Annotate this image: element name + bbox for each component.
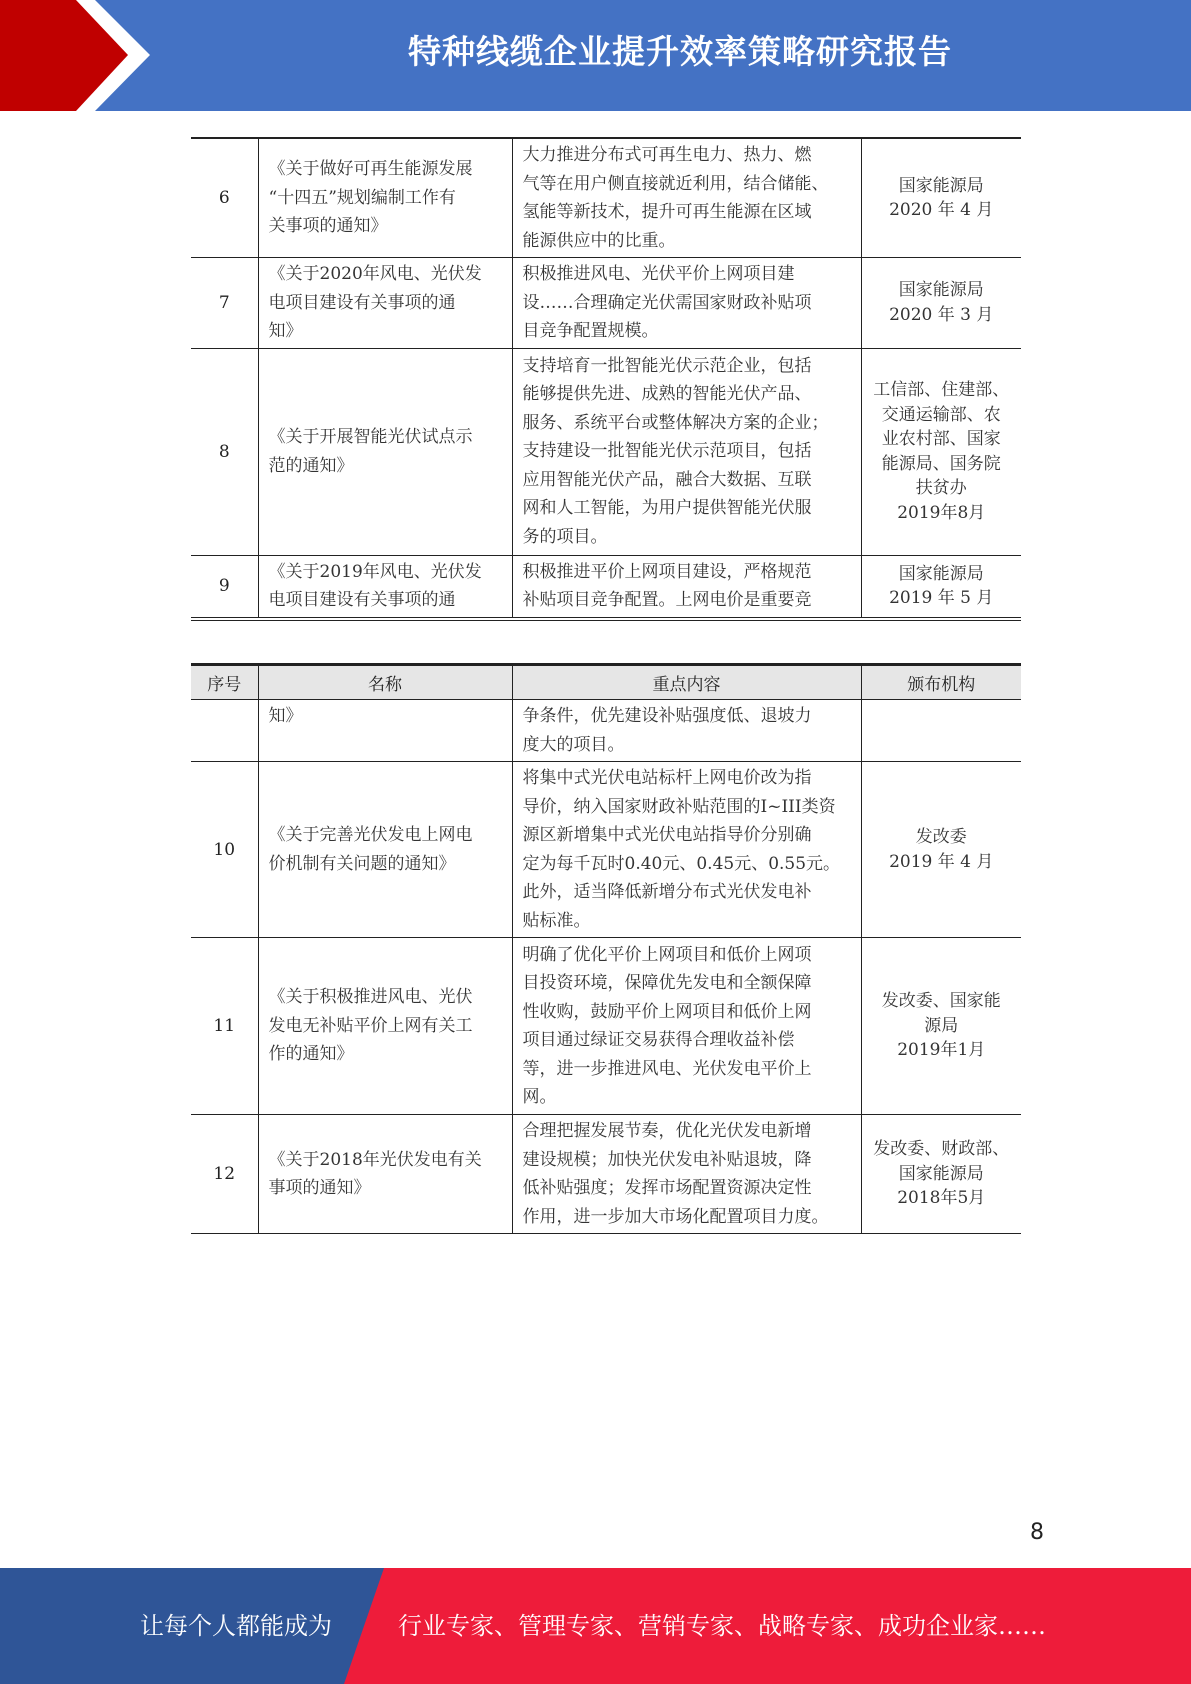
issuing-authority: 发改委、财政部、 国家能源局 2018年5月	[861, 1115, 1021, 1234]
row-number: 7	[191, 258, 258, 349]
row-number: 11	[191, 938, 258, 1115]
report-title: 特种线缆企业提升效率策略研究报告	[408, 32, 952, 71]
policy-name: 知》	[258, 700, 512, 762]
policy-name: 《关于2020年风电、光伏发 电项目建设有关事项的通 知》	[258, 258, 512, 349]
issuing-authority: 发改委 2019 年 4 月	[861, 762, 1021, 938]
column-header-content: 重点内容	[512, 665, 861, 700]
issuing-authority: 国家能源局 2020 年 3 月	[861, 258, 1021, 349]
policy-content: 支持培育一批智能光伏示范企业，包括 能够提供先进、成熟的智能光伏产品、 服务、系统平台或整体解决方案的企业； 支持建设一批智能光伏示范项目，包括 应用智能光伏产品，融合大数据、互联 网和人工智能，为用户提供智能光伏服 务的项目。	[512, 348, 861, 555]
table-row	[191, 762, 1021, 938]
issuing-authority	[861, 700, 1021, 762]
table-row	[191, 1115, 1021, 1234]
policy-content: 大力推进分布式可再生电力、热力、燃 气等在用户侧直接就近利用，结合储能、 氢能等新技术，提升可再生能源在区域 能源供应中的比重。	[512, 138, 861, 258]
table-row	[191, 348, 1021, 555]
policy-content: 合理把握发展节奏，优化光伏发电新增 建设规模；加快光伏发电补贴退坡，降 低补贴强度；发挥市场配置资源决定性 作用，进一步加大市场化配置项目力度。	[512, 1115, 861, 1234]
row-number: 12	[191, 1115, 258, 1234]
table-header-row	[191, 665, 1021, 700]
row-number: 10	[191, 762, 258, 938]
issuing-authority: 工信部、住建部、 交通运输部、农 业农村部、国家 能源局、国务院 扶贫办 2019年8月	[861, 348, 1021, 555]
policy-content: 积极推进平价上网项目建设，严格规范 补贴项目竞争配置。上网电价是重要竞	[512, 555, 861, 619]
policy-table-part-1	[191, 137, 1021, 621]
issuing-authority: 国家能源局 2020 年 4 月	[861, 138, 1021, 258]
policy-name: 《关于积极推进风电、光伏 发电无补贴平价上网有关工 作的通知》	[258, 938, 512, 1115]
column-header-number: 序号	[191, 665, 258, 700]
table-row	[191, 258, 1021, 349]
policy-content: 争条件，优先建设补贴强度低、退坡力 度大的项目。	[512, 700, 861, 762]
table-row	[191, 138, 1021, 258]
policy-name: 《关于完善光伏发电上网电 价机制有关问题的通知》	[258, 762, 512, 938]
page-footer	[0, 1568, 1191, 1684]
page-number: 8	[1030, 1520, 1044, 1545]
policy-name: 《关于2018年光伏发电有关 事项的通知》	[258, 1115, 512, 1234]
column-header-name: 名称	[258, 665, 512, 700]
row-number: 9	[191, 555, 258, 619]
table-row	[191, 555, 1021, 619]
policy-name: 《关于做好可再生能源发展 “十四五”规划编制工作有 关事项的通知》	[258, 138, 512, 258]
issuing-authority: 发改委、国家能 源局 2019年1月	[861, 938, 1021, 1115]
footer-slogan-left: 让每个人都能成为	[140, 1612, 332, 1640]
row-number	[191, 700, 258, 762]
policy-name: 《关于2019年风电、光伏发 电项目建设有关事项的通	[258, 555, 512, 619]
table-row	[191, 938, 1021, 1115]
policy-content: 积极推进风电、光伏平价上网项目建 设……合理确定光伏需国家财政补贴项 目竞争配置规模。	[512, 258, 861, 349]
policy-content: 将集中式光伏电站标杆上网电价改为指 导价，纳入国家财政补贴范围的I~III类资 源区新增集中式光伏电站指导价分别确 定为每千瓦时0.40元、0.45元、0.55元。 此外，适当降低新增分布式光伏发电补 贴标准。	[512, 762, 861, 938]
policy-content: 明确了优化平价上网项目和低价上网项 目投资环境，保障优先发电和全额保障 性收购，鼓励平价上网项目和低价上网 项目通过绿证交易获得合理收益补偿 等，进一步推进风电、光伏发电平价上 网。	[512, 938, 861, 1115]
footer-slogan-right: 行业专家、管理专家、营销专家、战略专家、成功企业家……	[398, 1612, 1046, 1640]
page-header	[0, 0, 1191, 111]
row-number: 6	[191, 138, 258, 258]
column-header-authority: 颁布机构	[861, 665, 1021, 700]
row-number: 8	[191, 348, 258, 555]
issuing-authority: 国家能源局 2019 年 5 月	[861, 555, 1021, 619]
policy-name: 《关于开展智能光伏试点示 范的通知》	[258, 348, 512, 555]
table-row	[191, 700, 1021, 762]
policy-table-part-2	[191, 663, 1021, 1234]
